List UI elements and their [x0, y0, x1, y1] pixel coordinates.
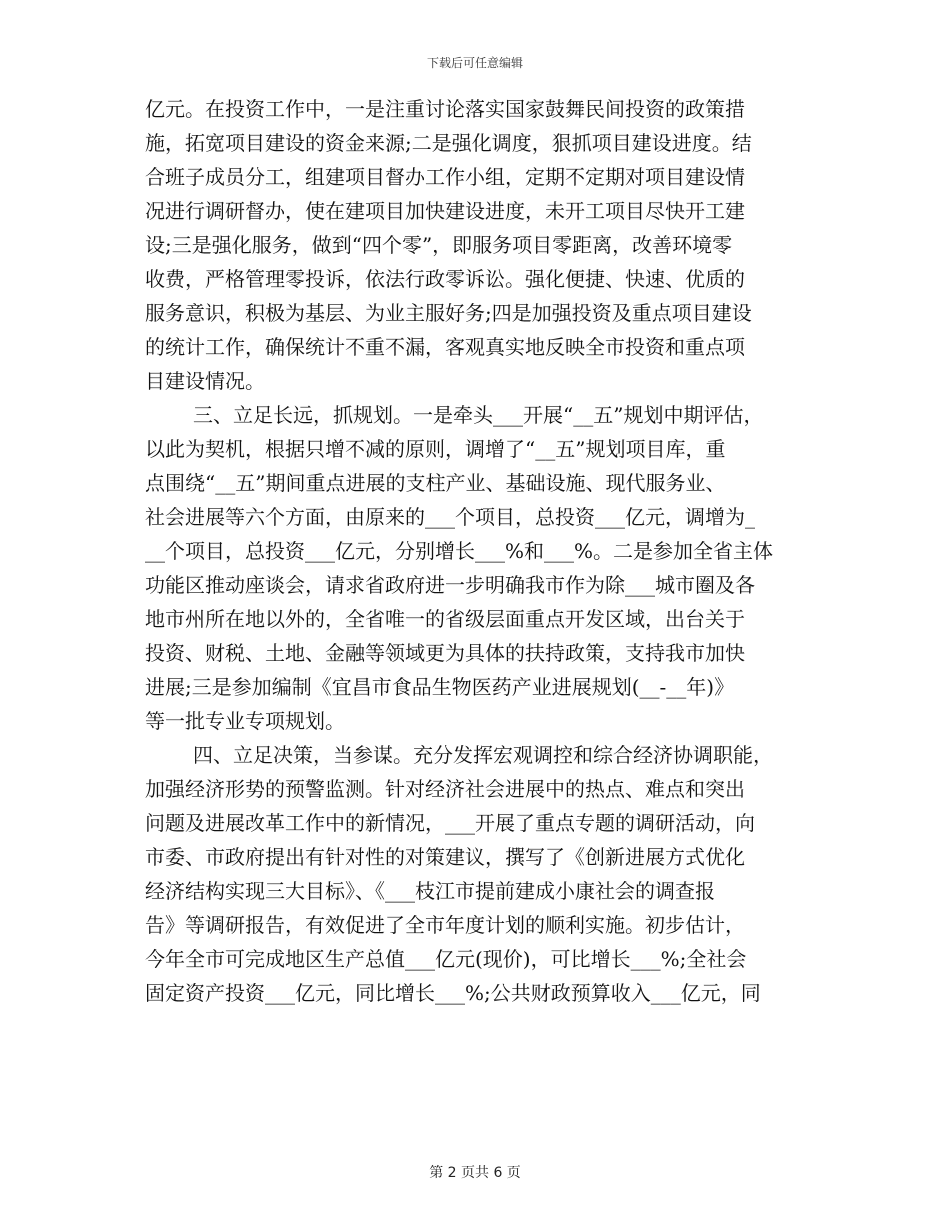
paragraph-start-line: 四、立足决策，当参谋。充分发挥宏观调控和综合经济协调职能， — [193, 743, 773, 767]
text-line: 功能区推动座谈会，请求省政府进一步明确我市作为除___城市圈及各 — [145, 573, 755, 597]
text-line: 亿元。在投资工作中，一是注重讨论落实国家鼓舞民间投资的政策措 — [145, 97, 745, 121]
text-line: 经济结构实现三大目标》、《___枝江市提前建成小康社会的调查报 — [145, 879, 715, 903]
document-body — [145, 92, 810, 1010]
text-line: 收费，严格管理零投诉，依法行政零诉讼。强化便捷、快速、优质的 — [145, 267, 745, 291]
text-line: 合班子成员分工，组建项目督办工作小组，定期不定期对项目建设情 — [145, 165, 745, 189]
text-line: 点围绕“__五”期间重点进展的支柱产业、基础设施、现代服务业、 — [145, 471, 726, 495]
text-line: 服务意识，积极为基层、为业主服好务;四是加强投资及重点项目建设 — [145, 301, 752, 325]
text-line: 设;三是强化服务，做到“四个零”，即服务项目零距离，改善环境零 — [145, 233, 733, 257]
text-line: 等一批专业专项规划。 — [145, 709, 345, 733]
page-footer: 第 2 页共 6 页 — [429, 1165, 521, 1181]
text-line: 社会进展等六个方面，由原来的___个项目，总投资___亿元，调增为_ — [145, 505, 755, 529]
text-line: 告》等调研报告，有效促进了全市年度计划的顺利实施。初步估计， — [145, 913, 745, 937]
paragraph-start-line: 三、立足长远，抓规划。一是牵头___开展“__五”规划中期评估， — [193, 403, 764, 427]
text-line: 问题及进展改革工作中的新情况，___开展了重点专题的调研活动，向 — [145, 811, 755, 835]
text-line: 固定资产投资___亿元，同比增长___%;公共财政预算收入___亿元，同 — [145, 981, 761, 1005]
text-line: 今年全市可完成地区生产总值___亿元(现价)，可比增长___%;全社会 — [145, 947, 747, 971]
text-line: 地市州所在地以外的，全省唯一的省级层面重点开发区域，出台关于 — [145, 607, 745, 631]
text-line: 以此为契机，根据只增不减的原则，调增了“__五”规划项目库，重 — [145, 437, 726, 461]
text-line: 目建设情况。 — [145, 369, 265, 393]
text-line: 进展;三是参加编制《宜昌市食品生物医药产业进展规划(__-__年)》 — [145, 675, 735, 699]
text-line: 投资、财税、土地、金融等领域更为具体的扶持政策，支持我市加快 — [145, 641, 745, 665]
page-header: 下载后可任意编辑 — [426, 56, 523, 70]
text-line: 的统计工作，确保统计不重不漏，客观真实地反映全市投资和重点项 — [145, 335, 745, 359]
text-line: 况进行调研督办，使在建项目加快建设进度，未开工项目尽快开工建 — [145, 199, 745, 223]
text-line: 市委、市政府提出有针对性的对策建议，撰写了《创新进展方式优化 — [145, 845, 745, 869]
text-line: 施，拓宽项目建设的资金来源;二是强化调度，狠抓项目建设进度。结 — [145, 131, 752, 155]
text-line: 加强经济形势的预警监测。针对经济社会进展中的热点、难点和突出 — [145, 777, 745, 801]
text-line: __个项目，总投资___亿元，分别增长___%和___%。二是参加全省主体 — [145, 539, 774, 563]
